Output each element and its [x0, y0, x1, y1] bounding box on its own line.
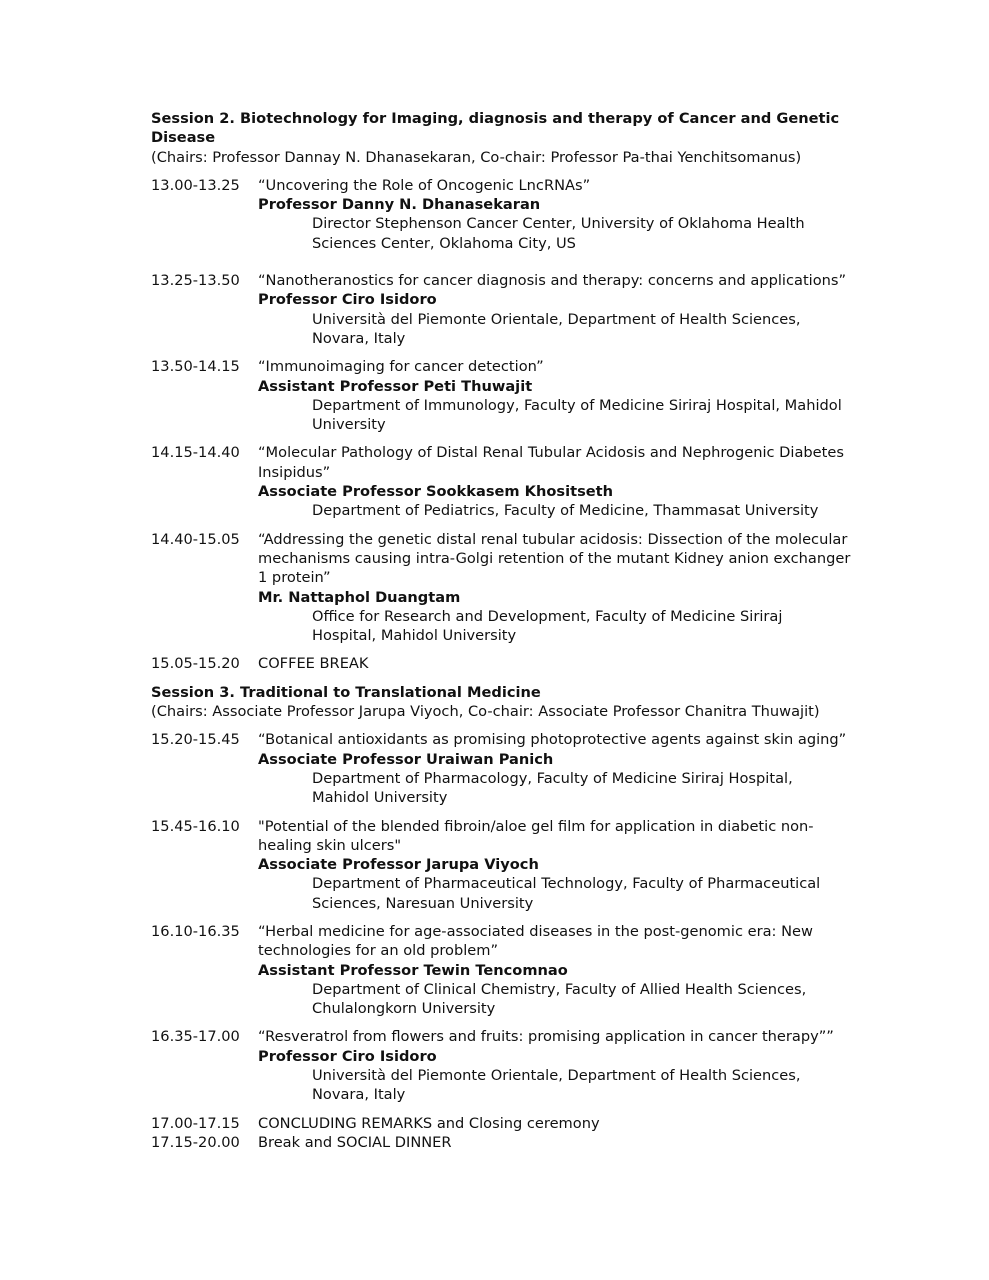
item-time: 17.00-17.15 — [151, 1114, 240, 1132]
speaker-affiliation: Office for Research and Development, Faculty of Medicine Siriraj Hospital, Mahidol University — [312, 607, 783, 645]
item-time: 13.25-13.50 — [151, 272, 240, 290]
item-time: 14.40-15.05 — [151, 530, 240, 548]
item-time: 15.45-16.10 — [151, 817, 240, 835]
session-2 — [151, 109, 851, 683]
speaker-name: Professor Ciro Isidoro — [258, 291, 437, 309]
speaker-name: Assistant Professor Tewin Tencomnao — [258, 961, 568, 979]
talk-title: “Immunoimaging for cancer detection” — [258, 358, 544, 376]
program-item — [151, 176, 851, 253]
speaker-affiliation: Department of Pharmacology, Faculty of Medicine Siriraj Hospital, Mahidol University — [312, 769, 793, 807]
session-chairs: (Chairs: Associate Professor Jarupa Viyoch, Co-chair: Associate Professor Chanitra Thuwajit) — [151, 703, 820, 721]
item-time: 16.10-16.35 — [151, 922, 240, 940]
talk-title: “Nanotheranostics for cancer diagnosis and therapy: concerns and applications” — [258, 272, 847, 290]
program-item — [151, 443, 851, 520]
speaker-name: Associate Professor Jarupa Viyoch — [258, 856, 539, 874]
session-3 — [151, 683, 851, 1153]
speaker-affiliation: Università del Piemonte Orientale, Department of Health Sciences, Novara, Italy — [312, 310, 801, 347]
speaker-name: Professor Ciro Isidoro — [258, 1047, 437, 1065]
item-time: 13.50-14.15 — [151, 358, 240, 376]
talk-title: "Potential of the blended fibroin/aloe gel film for application in diabetic non-healing skin ulcers" — [258, 817, 814, 854]
item-time: 17.15-20.00 — [151, 1133, 240, 1151]
program-item-closing — [151, 1114, 851, 1133]
item-time: 14.15-14.40 — [151, 444, 240, 462]
speaker-affiliation: Department of Immunology, Faculty of Medicine Siriraj Hospital, Mahidol University — [312, 396, 842, 434]
dinner-label: Break and SOCIAL DINNER — [258, 1133, 452, 1151]
item-time: 16.35-17.00 — [151, 1028, 240, 1046]
program-item-break — [151, 654, 851, 673]
session-title: Session 2. Biotechnology for Imaging, diagnosis and therapy of Cancer and Genetic Disease — [151, 110, 840, 147]
speaker-name: Assistant Professor Peti Thuwajit — [258, 377, 533, 395]
speaker-affiliation: Department of Pharmaceutical Technology, Faculty of Pharmaceutical Sciences, Naresuan University — [312, 875, 821, 912]
talk-title: “Molecular Pathology of Distal Renal Tubular Acidosis and Nephrogenic Diabetes Insipidus” — [258, 444, 844, 481]
talk-title: “Uncovering the Role of Oncogenic LncRNAs” — [258, 176, 591, 194]
talk-title: “Addressing the genetic distal renal tubular acidosis: Dissection of the molecular mechanisms causing intra-Golgi retention of the mutant Kidney anion exchanger 1 protein” — [258, 530, 851, 587]
talk-title: “Herbal medicine for age-associated diseases in the post-genomic era: New technologies for an old problem” — [258, 922, 813, 960]
speaker-affiliation: Director Stephenson Cancer Center, University of Oklahoma Health Sciences Center, Oklahoma City, US — [312, 215, 805, 252]
program-item — [151, 1027, 851, 1104]
speaker-affiliation: Department of Pediatrics, Faculty of Medicine, Thammasat University — [312, 502, 819, 520]
speaker-name: Mr. Nattaphol Duangtam — [258, 588, 461, 606]
program-item — [151, 730, 851, 807]
talk-title: “Resveratrol from flowers and fruits: promising application in cancer therapy”” — [258, 1028, 834, 1046]
program-item — [151, 530, 851, 646]
speaker-name: Associate Professor Sookkasem Khositseth — [258, 483, 614, 501]
break-label: COFFEE BREAK — [258, 655, 369, 673]
program-item-dinner — [151, 1133, 851, 1152]
speaker-affiliation: Università del Piemonte Orientale, Department of Health Sciences, Novara, Italy — [312, 1067, 801, 1104]
program-item — [151, 357, 851, 434]
speaker-name: Professor Danny N. Dhanasekaran — [258, 196, 541, 214]
closing-label: CONCLUDING REMARKS and Closing ceremony — [258, 1114, 600, 1132]
session-chairs: (Chairs: Professor Dannay N. Dhanasekaran, Co-chair: Professor Pa-thai Yenchitsomanus) — [151, 148, 802, 166]
program-page — [151, 109, 851, 1152]
item-time: 15.05-15.20 — [151, 655, 240, 673]
program-item — [151, 817, 851, 913]
speaker-affiliation: Department of Clinical Chemistry, Faculty of Allied Health Sciences, Chulalongkorn University — [312, 980, 807, 1018]
program-item — [151, 922, 851, 1018]
speaker-name: Associate Professor Uraiwan Panich — [258, 750, 554, 768]
item-time: 15.20-15.45 — [151, 731, 240, 749]
program-item — [151, 271, 851, 348]
item-time: 13.00-13.25 — [151, 176, 240, 194]
talk-title: “Botanical antioxidants as promising photoprotective agents against skin aging” — [258, 731, 847, 749]
session-title: Session 3. Traditional to Translational Medicine — [151, 683, 541, 701]
